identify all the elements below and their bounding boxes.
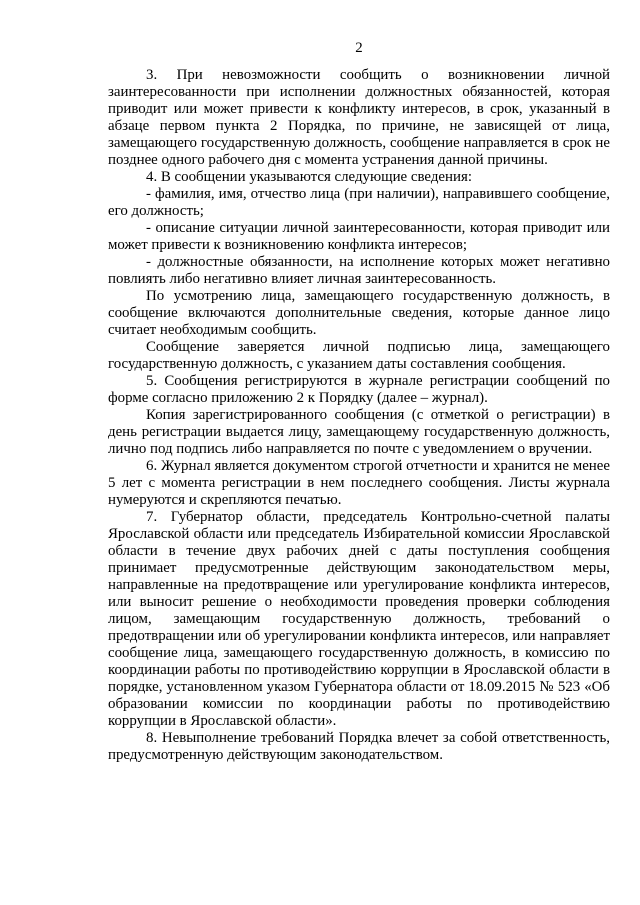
paragraph-item-8: 8. Невыполнение требований Порядка влечет за собой ответственность, предусмотренную действующим законодательством. bbox=[108, 730, 610, 763]
list-item-duties: - должностные обязанности, на исполнение которых может негативно повлиять либо негативно влияет личная заинтересованность. bbox=[108, 254, 610, 287]
page-number: 2 bbox=[355, 40, 363, 56]
paragraph-item-4: 4. В сообщении указываются следующие сведения: bbox=[146, 169, 472, 185]
paragraph-signature: Сообщение заверяется личной подписью лица, замещающего государственную должность, с указанием даты составления сообщения. bbox=[108, 339, 610, 372]
paragraph-copy-delivery: Копия зарегистрированного сообщения (с отметкой о регистрации) в день регистрации выдается лицу, замещающему государственную должность, лично под подпись либо направляется по почте с уведомлением о вручении. bbox=[108, 407, 610, 457]
paragraph-item-5: 5. Сообщения регистрируются в журнале регистрации сообщений по форме согласно приложению 2 к Порядку (далее – журнал). bbox=[108, 373, 610, 406]
list-item-name: - фамилия, имя, отчество лица (при наличии), направившего сообщение, его должность; bbox=[108, 186, 610, 219]
paragraph-item-7: 7. Губернатор области, председатель Контрольно-счетной палаты Ярославской области или председатель Избирательной комиссии Ярославской области в течение двух рабочих дней с даты поступления сообщения принимает предусмотренные действующим законодательством меры, направленные на предотвращение или урегулирование конфликта интересов, или выносит решение о необходимости проведения проверки соблюдения лицом, замещающим государственную должность, требований о предотвращении или об урегулировании конфликта интересов, или направляет сообщение лица, замещающего государственную должность, в комиссию по координации работы по противодействию коррупции в Ярославской области в порядке, установленном указом Губернатора области от 18.09.2015 № 523 «Об образовании комиссии по координации работы по противодействию коррупции в Ярославской области». bbox=[108, 509, 610, 729]
paragraph-item-3: 3. При невозможности сообщить о возникновении личной заинтересованности при исполнении должностных обязанностей, которая приводит или может привести к конфликту интересов, в срок, указанный в абзаце первом пункта 2 Порядка, по причине, не зависящей от лица, замещающего государственную должность, сообщение направляется в срок не позднее одного рабочего дня с момента устранения данной причины. bbox=[108, 67, 610, 168]
paragraph-item-6: 6. Журнал является документом строгой отчетности и хранится не менее 5 лет с момента регистрации в нем последнего сообщения. Листы журнала нумеруются и скрепляются печатью. bbox=[108, 458, 610, 508]
paragraph-additional-info: По усмотрению лица, замещающего государственную должность, в сообщение включаются дополнительные сведения, которые данное лицо считает необходимым сообщить. bbox=[108, 288, 610, 338]
document-page bbox=[108, 40, 610, 764]
list-item-situation: - описание ситуации личной заинтересованности, которая приводит или может привести к возникновению конфликта интересов; bbox=[108, 220, 610, 253]
